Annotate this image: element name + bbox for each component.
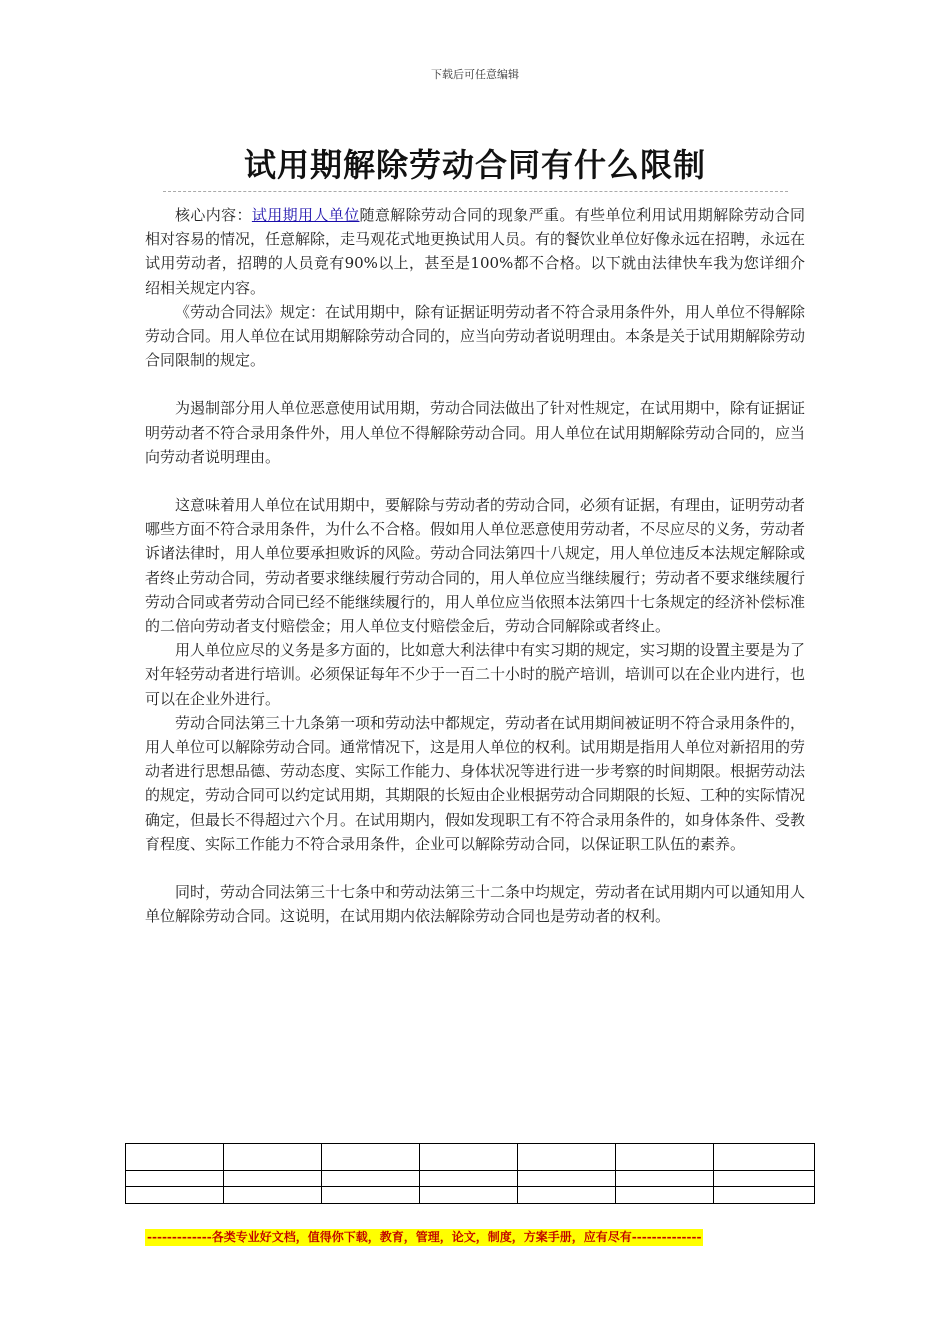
paragraph-targeted-rule: 为遏制部分用人单位恶意使用试用期，劳动合同法做出了针对性规定，在试用期中，除有证据证明劳动者不符合录用条件外，用人单位不得解除劳动合同。用人单位在试用期解除劳动合同的，应当向劳动者说明理由。 <box>145 399 806 466</box>
footer-banner: -------------各类专业好文档，值得你下载，教育，管理，论文，制度，方案手册，应有尽有-------------- <box>147 1230 702 1244</box>
paragraph-law-provision: 《劳动合同法》规定：在试用期中，除有证据证明劳动者不符合录用条件外，用人单位不得解除劳动合同。用人单位在试用期解除劳动合同的，应当向劳动者说明理由。本条是关于试用期解除劳动合同限制的规定。 <box>145 302 806 370</box>
article-body <box>145 203 805 928</box>
title-divider <box>163 191 788 192</box>
table-row <box>126 1144 815 1171</box>
paragraph-intro <box>145 203 805 300</box>
paragraph-article-39: 劳动合同法第三十九条第一项和劳动法中都规定，劳动者在试用期间被证明不符合录用条件的，用人单位可以解除劳动合同。通常情况下，这是用人单位的权利。试用期是指用人单位对新招用的劳动者进行思想品德、劳动态度、实际工作能力、身体状况等进行进一步考察的时间期限。根据劳动法的规定，劳动合同可以约定试用期，其期限的长短由企业根据劳动合同期限的长短、工种的实际情况确定，但最长不得超过六个月。在试用期内，假如发现职工有不符合录用条件的，如身体条件、受教育程度、实际工作能力不符合录用条件，企业可以解除劳动合同，以保证职工队伍的素养。 <box>145 713 806 853</box>
paragraph-meaning: 这意味着用人单位在试用期中，要解除与劳动者的劳动合同，必须有证据，有理由，证明劳动者哪些方面不符合录用条件，为什么不合格。假如用人单位恶意使用劳动者，不尽应尽的义务，劳动者诉诸法律时，用人单位要承担败诉的风险。劳动合同法第四十八规定，用人单位违反本法规定解除或者终止劳动合同，劳动者要求继续履行劳动合同的，用人单位应当继续履行；劳动者不要求继续履行劳动合同或者劳动合同已经不能继续履行的，用人单位应当依照本法第四十七条规定的经济补偿标准的二倍向劳动者支付赔偿金；用人单位支付赔偿金后，劳动合同解除或者终止。 <box>145 496 806 636</box>
intro-lead: 核心内容： <box>175 206 252 224</box>
table-row <box>126 1187 815 1204</box>
table-row <box>126 1171 815 1187</box>
document-title: 试用期解除劳动合同有什么限制 <box>243 146 706 184</box>
probation-employer-link[interactable]: 试用期用人单位 <box>251 206 360 224</box>
paragraph-worker-right: 同时，劳动合同法第三十七条中和劳动法第三十二条中均规定，劳动者在试用期内可以通知用人单位解除劳动合同。这说明，在试用期内依法解除劳动合同也是劳动者的权利。 <box>145 883 806 926</box>
blank-grid-table <box>125 1143 815 1204</box>
page-header: 下载后可任意编辑 <box>431 68 519 81</box>
paragraph-obligations: 用人单位应尽的义务是多方面的，比如意大利法律中有实习期的规定，实习期的设置主要是为了对年轻劳动者进行培训。必须保证每年不少于一百二十小时的脱产培训，培训可以在企业内进行，也可以在企业外进行。 <box>145 641 806 708</box>
intro-rest: 随意解除劳动合同的现象严重。有些单位利用试用期解除劳动合同相对容易的情况，任意解除，走马观花式地更换试用人员。有的餐饮业单位好像永远在招聘，永远在试用劳动者，招聘的人员竟有90%以上，甚至是100%都不合格。以下就由法律快车我为您详细介绍相关规定内容。 <box>145 206 806 297</box>
